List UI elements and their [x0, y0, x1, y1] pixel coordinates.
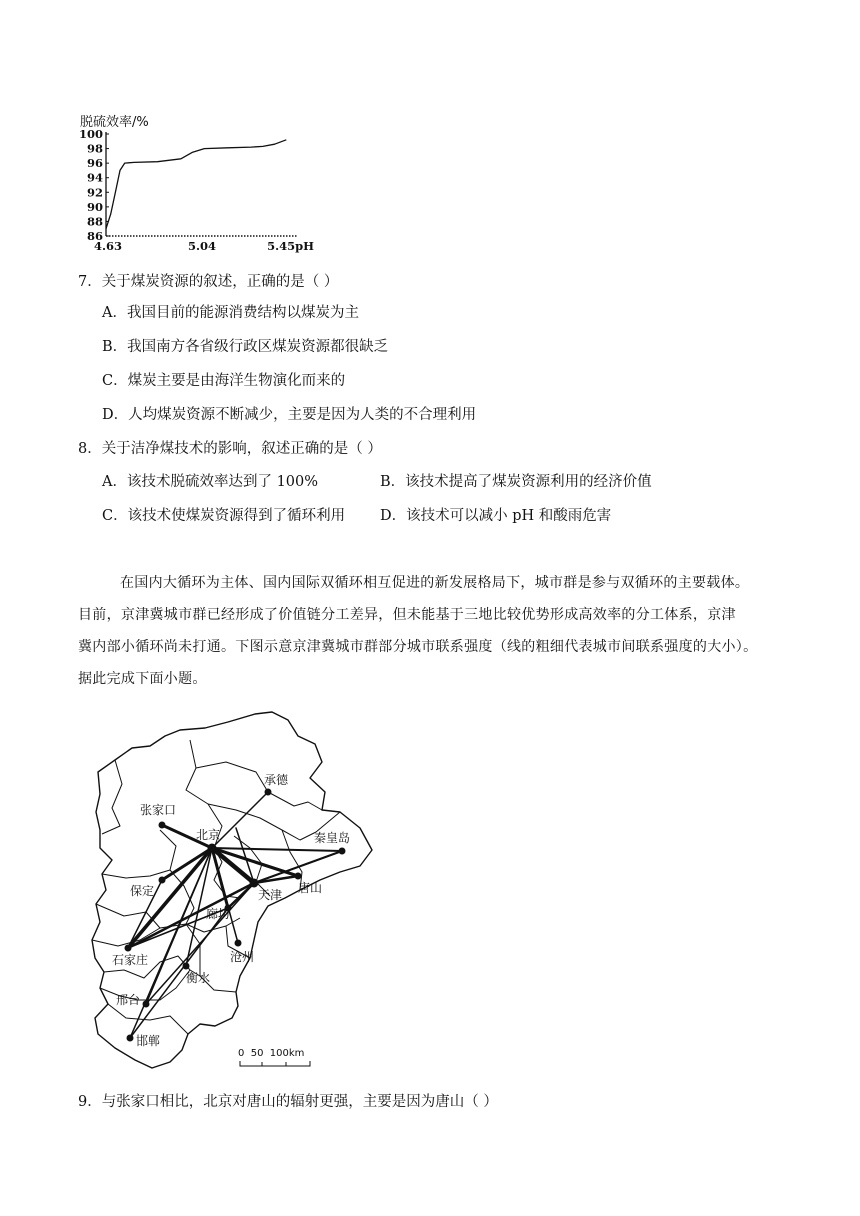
q8-option-d[interactable]: D．该技术可以减小 pH 和酸雨危害	[380, 508, 612, 524]
city-dot-chengde	[265, 789, 272, 796]
city-dot-cangzhou	[235, 940, 242, 947]
q7-option-b[interactable]: B．我国南方各省级行政区煤炭资源都很缺乏	[102, 339, 389, 355]
label-shijiazhuang: 石家庄	[112, 953, 149, 967]
chart-x-tick-label: 4.63	[94, 239, 123, 253]
q8-stem: 8．关于洁净煤技术的影响，叙述正确的是（ ）	[78, 441, 382, 457]
label-baoding: 保定	[130, 884, 155, 898]
label-zhangjiakou: 张家口	[140, 803, 177, 817]
q7-option-d[interactable]: D．人均煤炭资源不断减少，主要是因为人类的不合理利用	[102, 407, 477, 423]
chart-y-tick-label: 92	[86, 185, 103, 200]
city-dot-xingtai	[143, 1001, 150, 1008]
chart-plot	[76, 108, 316, 258]
desulfurization-chart	[76, 108, 316, 258]
chart-x-tick-label: 5.45pH	[267, 239, 314, 253]
label-handan: 邯郸	[136, 1034, 161, 1048]
chart-series-line	[106, 140, 286, 229]
q7-option-c[interactable]: C．煤炭主要是由海洋生物演化而来的	[102, 373, 346, 389]
city-dot-tianjin	[250, 879, 259, 888]
q7-stem: 7．关于煤炭资源的叙述，正确的是（ ）	[78, 274, 339, 290]
passage-line-1: 在国内大循环为主体、国内国际双循环相互促进的新发展格局下，城市群是参与双循环的主要载体。	[120, 575, 750, 591]
city-dot-hengshui	[183, 963, 190, 970]
jingjinji-city-network-map	[0, 700, 420, 1080]
label-hengshui: 衡水	[186, 971, 211, 985]
city-dot-tangshan	[295, 873, 302, 880]
chart-x-tick-label: 5.04	[187, 239, 217, 253]
city-dot-qinhuangdao	[339, 848, 346, 855]
q8-option-c[interactable]: C．该技术使煤炭资源得到了循环利用	[102, 508, 346, 524]
label-cangzhou: 沧州	[230, 950, 255, 964]
city-dot-zhangjiakou	[159, 822, 166, 829]
city-dot-shijiazhuang	[125, 945, 132, 952]
chart-y-tick-label: 100	[78, 127, 103, 141]
chart-y-tick-label: 86	[86, 229, 103, 243]
q8-option-b[interactable]: B．该技术提高了煤炭资源利用的经济价值	[380, 474, 652, 490]
passage-line-2: 目前，京津冀城市群已经形成了价值链分工差异，但未能基于三地比较优势形成高效率的分工体系，京津	[78, 607, 736, 623]
chart-ylabel: 脱硫效率/%	[80, 115, 149, 130]
chart-y-tick-label: 98	[86, 141, 103, 156]
label-xingtai: 邢台	[116, 993, 141, 1007]
chart-y-tick-label: 94	[86, 170, 103, 185]
passage-line-4: 据此完成下面小题。	[78, 671, 207, 687]
city-dot-baoding	[159, 877, 166, 884]
q9-stem: 9．与张家口相比，北京对唐山的辐射更强，主要是因为唐山（ ）	[78, 1094, 498, 1110]
label-beijing: 北京	[196, 828, 221, 842]
passage-line-3: 冀内部小循环尚未打通。下图示意京津冀城市群部分城市联系强度（线的粗细代表城市间联系强度的大小）。	[78, 639, 758, 655]
chart-y-tick-label: 90	[86, 199, 103, 214]
chart-y-tick-label: 88	[86, 214, 103, 229]
city-dot-handan	[127, 1035, 134, 1042]
label-langfang: 廊坊	[206, 907, 231, 921]
q8-option-a[interactable]: A．该技术脱硫效率达到了 100%	[102, 474, 319, 490]
q7-option-a[interactable]: A．我国目前的能源消费结构以煤炭为主	[102, 305, 359, 321]
label-tianjin: 天津	[258, 888, 283, 902]
city-dot-beijing	[208, 844, 217, 853]
label-tangshan: 唐山	[298, 881, 323, 895]
map-scale-bar	[238, 1048, 310, 1066]
label-qinhuangdao: 秦皇岛	[314, 831, 351, 845]
label-chengde: 承德	[264, 773, 289, 787]
scale-label: 0 50 100km	[238, 1048, 305, 1059]
chart-y-tick-label: 96	[86, 156, 103, 171]
